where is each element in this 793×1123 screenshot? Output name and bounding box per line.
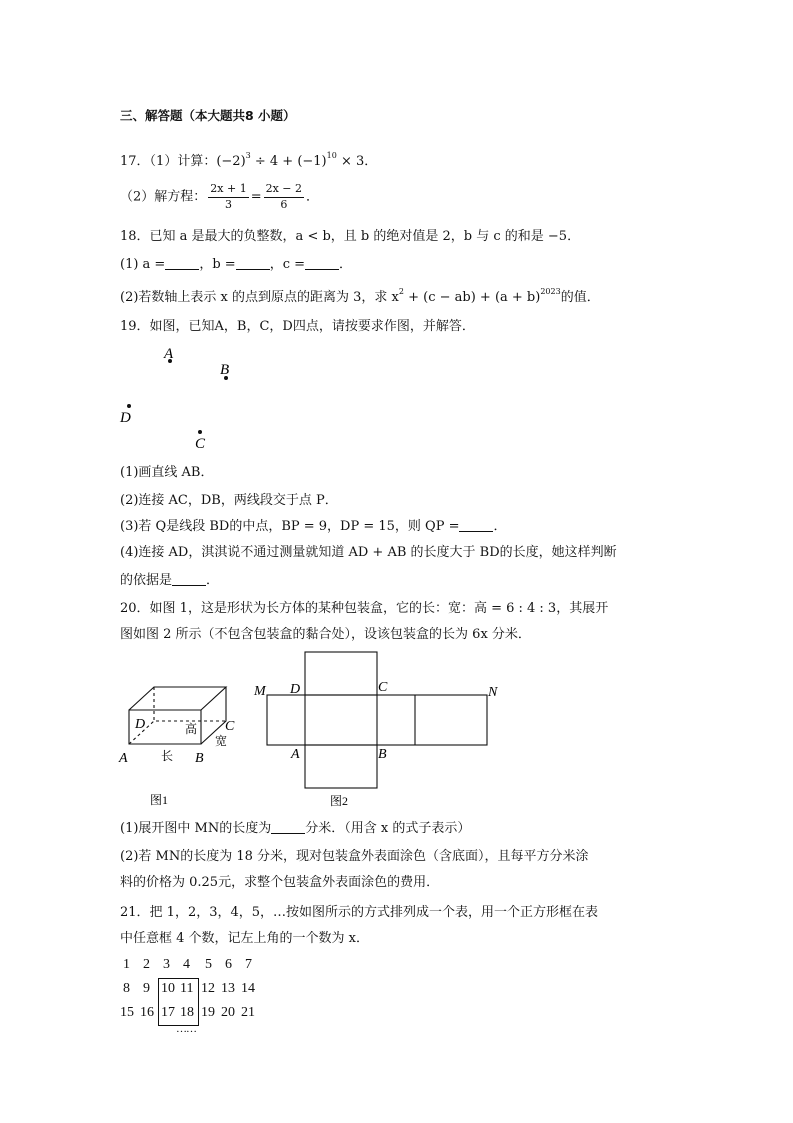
q18-blank-b[interactable] xyxy=(236,259,270,270)
point-b-label: B xyxy=(220,362,230,378)
table-cell-r1c1: 1 xyxy=(123,957,130,972)
table-cell-r3c6: 20 xyxy=(221,1005,235,1020)
q17-exp3: 3 xyxy=(245,151,251,160)
q19-blank-qp[interactable] xyxy=(459,521,493,532)
fig2-label-a: A xyxy=(291,747,300,762)
q18-part2 xyxy=(120,288,600,304)
q17-fraction-right xyxy=(264,183,304,211)
q20-part2-line1: (2)若 MN的长度为 18 分米，现对包装盒外表面涂色（含底面），且每平方分米涂 xyxy=(120,849,589,864)
table-cell-r2c2: 9 xyxy=(143,981,150,996)
square-frame xyxy=(158,978,199,1026)
q20-stem-line1: 20．如图 1，这是形状为长方体的某种包装盒，它的长：宽：高 = 6 : 4 : 3，其展开 xyxy=(120,601,609,616)
fig1-label-d: D xyxy=(135,717,146,732)
q17-den1: 3 xyxy=(224,197,232,211)
q17-part2 xyxy=(120,183,319,211)
point-a-label: A xyxy=(164,346,174,362)
q17-part2-prefix: （2）解方程： xyxy=(120,189,207,205)
q19-p3-end: ． xyxy=(493,519,507,534)
table-cell-r3c3: 17 xyxy=(161,1005,175,1020)
q21-stem-line2: 中任意框 4 个数，记左上角的一个数为 x． xyxy=(120,931,369,946)
fig1-label-width: 宽 xyxy=(215,734,228,748)
point-c-label: C xyxy=(195,436,206,452)
q17-expr-b: ÷ 4 + (−1) xyxy=(250,154,327,169)
q19-part4-line1: (4)连接 AD，淇淇说不通过测量就知道 AD + AB 的长度大于 BD的长度，她这样判断 xyxy=(120,545,617,560)
q17-num1: 2x + 1 xyxy=(208,183,248,198)
q19-part3 xyxy=(120,520,507,533)
table-cell-r3c7: 21 xyxy=(241,1005,255,1020)
net-bottom-face xyxy=(305,745,377,788)
q19-part2: (2)连接 AC，DB，两线段交于点 P． xyxy=(120,493,338,508)
q19-p4-end: ． xyxy=(206,573,220,588)
q17-end: ． xyxy=(306,189,320,205)
q18-p1-a: (1) a = xyxy=(120,257,166,272)
fig2-label-c: C xyxy=(378,680,388,695)
q18-stem: 18．已知 a 是最大的负整数，a < b，且 b 的绝对值是 2，b 与 c 的和是 −5． xyxy=(120,229,581,244)
q17-expr-a: (−2) xyxy=(216,154,246,169)
q18-p1-b: ，b = xyxy=(199,257,236,272)
q18-p2-exp: 2 xyxy=(398,287,404,296)
fig1-cuboid xyxy=(115,678,245,808)
table-cell-r3c4: 18 xyxy=(180,1005,194,1020)
point-d-label: D xyxy=(120,410,131,426)
fig1-label-c: C xyxy=(225,719,235,734)
section-title: 三、解答题（本大题共8 小题） xyxy=(120,108,296,123)
point-c-dot xyxy=(198,430,202,434)
table-cell-r2c7: 14 xyxy=(241,981,255,996)
q18-p1-end: ． xyxy=(339,257,353,272)
fig2-label-d: D xyxy=(290,682,301,697)
fig2-net xyxy=(250,648,510,810)
q17-fraction-left xyxy=(208,183,248,211)
table-cell-r2c3: 10 xyxy=(161,981,175,996)
q19-p4-text: 的依据是 xyxy=(120,573,173,588)
q19-stem: 19．如图，已知A，B，C，D四点，请按要求作图，并解答． xyxy=(120,319,475,334)
q18-p1-c: ，c = xyxy=(269,257,305,272)
q18-p2-b: + (c − ab) + (a + b) xyxy=(403,290,541,305)
q17-exp10: 10 xyxy=(326,151,337,160)
table-cell-r2c5: 12 xyxy=(201,981,215,996)
q19-p3-text: (3)若 Q是线段 BD的中点，BP = 9，DP = 15，则 QP = xyxy=(120,519,460,534)
fig1-label-length: 长 xyxy=(161,749,174,763)
table-cell-r1c6: 6 xyxy=(225,957,232,972)
q21-stem-line1: 21．把 1，2，3，4，5，…按如图所示的方式排列成一个表，用一个正方形框在表 xyxy=(120,905,599,920)
q18-p2-exp2: 2023 xyxy=(540,287,561,296)
q19-points-figure xyxy=(110,340,250,452)
table-cell-r3c2: 16 xyxy=(140,1005,154,1020)
q19-part1: (1)画直线 AB． xyxy=(120,465,214,480)
point-d-dot xyxy=(127,404,131,408)
table-cell-r3c1: 15 xyxy=(120,1005,134,1020)
q17-expr-c: × 3． xyxy=(336,154,378,169)
table-cell-r1c5: 5 xyxy=(205,957,212,972)
table-cell-r2c6: 13 xyxy=(221,981,235,996)
q18-p2-c: 的值． xyxy=(560,290,600,305)
table-cell-r1c2: 2 xyxy=(143,957,150,972)
fig1-label-a: A xyxy=(119,751,128,766)
fig1-label-b: B xyxy=(195,751,204,766)
q17-part1 xyxy=(120,152,377,168)
fig1-label-height: 高 xyxy=(185,722,198,736)
q17-num2: 2x − 2 xyxy=(264,183,304,198)
table-ellipsis: …… xyxy=(176,1023,196,1035)
q20-stem-line2: 图如图 2 所示（不包含包装盒的黏合处），设该包装盒的长为 6x 分米． xyxy=(120,627,531,642)
q20-p1-a: (1)展开图中 MN的长度为 xyxy=(120,821,272,836)
q20-part2-line2: 料的价格为 0.25元，求整个包装盒外表面涂色的费用． xyxy=(120,875,440,890)
q18-blank-a[interactable] xyxy=(165,259,199,270)
q20-blank-mn[interactable] xyxy=(271,823,305,834)
q17-part1-prefix: 17．（1）计算： xyxy=(120,154,217,169)
table-cell-r2c4: 11 xyxy=(180,981,194,996)
fig2-label-m: M xyxy=(254,684,266,699)
q18-p2-a: (2)若数轴上表示 x 的点到原点的距离为 3，求 x xyxy=(120,290,399,305)
fig1-caption: 图1 xyxy=(150,793,169,807)
q18-part1 xyxy=(120,258,352,271)
table-cell-r1c7: 7 xyxy=(245,957,252,972)
table-cell-r2c1: 8 xyxy=(123,981,130,996)
q20-p1-b: 分米．（用含 x 的式子表示） xyxy=(305,821,471,836)
fig2-caption: 图2 xyxy=(330,794,349,808)
net-top-face xyxy=(305,652,377,695)
q17-equals: = xyxy=(250,189,262,205)
q18-blank-c[interactable] xyxy=(305,259,339,270)
q20-part1 xyxy=(120,822,470,835)
cuboid-top-face xyxy=(129,687,226,710)
q19-blank-basis[interactable] xyxy=(172,575,206,586)
fig2-label-b: B xyxy=(378,747,387,762)
table-cell-r1c4: 4 xyxy=(183,957,190,972)
fig2-label-n: N xyxy=(488,685,498,700)
q19-part4-line2 xyxy=(120,574,219,587)
table-cell-r1c3: 3 xyxy=(163,957,170,972)
number-table xyxy=(118,956,278,1036)
q17-den2: 6 xyxy=(280,197,288,211)
table-cell-r3c5: 19 xyxy=(201,1005,215,1020)
